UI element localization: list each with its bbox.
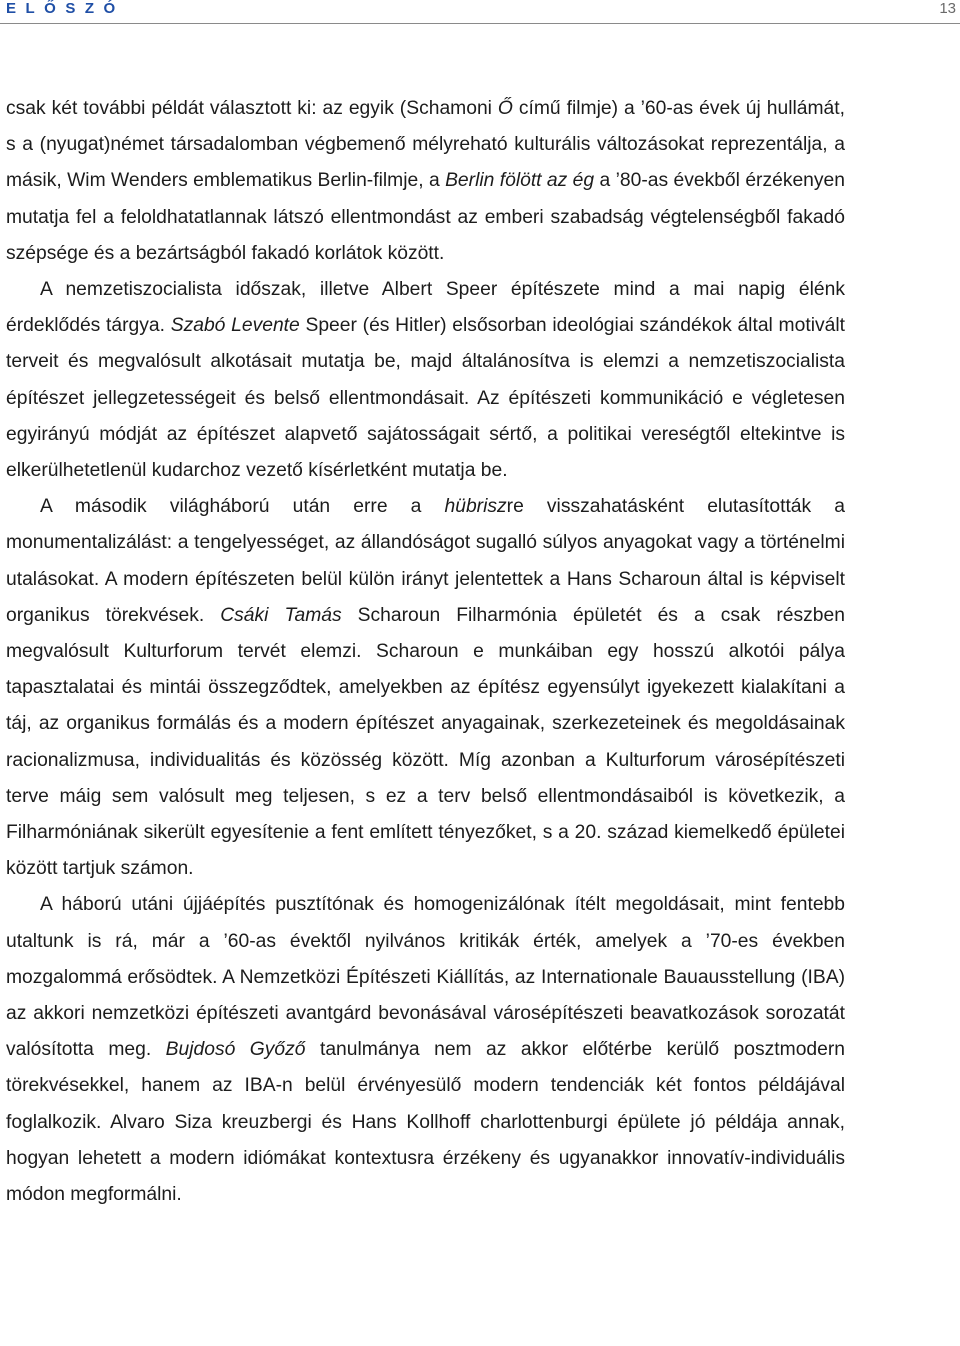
italic-text: Szabó Levente bbox=[170, 315, 300, 337]
paragraph bbox=[6, 489, 845, 887]
header-divider bbox=[0, 23, 960, 24]
page-number: 13 bbox=[939, 0, 956, 17]
text-run: re visszahatásként elutasították a monumentalizálást: a tengelyességet, az állandóságot sugalló súlyos anyagokat vagy a történelmi utalásokat. A modern építészeten belül külön irányt jelentettek a Hans Scharoun által is képviselt organikus törekvések. bbox=[6, 496, 846, 626]
italic-text: Ő bbox=[497, 98, 513, 119]
text-run: Scharoun Filharmónia épületét és a csak részben megvalósult Kulturforum tervét elemzi. Scharoun e munkáiban egy hosszú alkotói pálya tapasztalatai és mintái összegződtek, amelyekben az építész egyensúlyt igyekezett kialakítani a táj, az organikus formálás és a modern építészet anyagainak, szerkezeteinek és megoldásainak racionalizmusa, individualitás és közösség között. Míg azonban a Kulturforum városépítészeti terve máig sem valósult meg teljesen, s ez a terv belső ellentmondásaiból is következik, a Filharmóniának sikerült egyesítenie a fent említett tényezőket, s a 20. század kiemelkedő épületei között tartjuk számon. bbox=[6, 604, 845, 880]
text-run: a ’80-as évekből érzékenyen mutatja fel a feloldhatatlannak látszó ellentmondást az emberi szabadság végtelenségből fakadó szépsége és a bezártságból fakadó korlátok között. bbox=[6, 170, 845, 264]
text-run: A nemzetiszocialista időszak, illetve Albert Speer építészete mind a mai napig élénk érdeklődés tárgya. bbox=[6, 279, 845, 337]
paragraph bbox=[6, 887, 845, 1213]
paragraph bbox=[6, 91, 845, 272]
section-title: ELŐSZÓ bbox=[6, 0, 125, 17]
italic-text: hübrisz bbox=[444, 496, 507, 518]
text-run: tanulmánya nem az akkor előtérbe kerülő posztmodern törekvésekkel, hanem az IBA-n belül érvényesülő modern tendenciák két fontos példájával foglalkozik. Alvaro Siza kreuzbergi és Hans Kollhoff charlottenburgi épülete jó példája annak, hogyan lehetett a modern idiómákat kontextusra érzékeny és ugyanakkor innovatív-individuális módon megformálni. bbox=[6, 1039, 846, 1206]
text-run: Speer (és Hitler) elsősorban ideológiai szándékok által motivált terveit és megvalósult alkotásait mutatja be, majd általánosítva is elemzi a nemzetiszocialista építészet jellegzetességeit és belső ellentmondásait. Az építészeti kommunikáció e végletesen egyirányú módját az építészet alapvető sajátosságait sértő, a politikai vereségtől eltekintve is elkerülhetetlenül kudarchoz vezető kísérletként mutatja be. bbox=[6, 315, 845, 482]
text-run: című filmje) a ’60-as évek új hullámát, s a (nyugat)német társadalomban végbemenő mélyreható kulturális változásokat reprezentálja, a másik, Wim Wenders emblematikus Berlin-filmje, a bbox=[6, 98, 845, 192]
text-run: A háború utáni újjáépítés pusztítónak és homogenizálónak ítélt megoldásait, mint fentebb utaltunk is rá, már a ’60-as évektől nyilvános kritikák érték, amelyek a ’70-es években mozgalommá erősödtek. A Nemzetközi Építészeti Kiállítás, az Internationale Bauausstellung (IBA) az akkori nemzetközi építészeti avantgárd bevonásával városépítészeti beavatkozások sorozatát valósította meg. bbox=[6, 894, 845, 1061]
paragraph bbox=[6, 272, 845, 489]
text-run: csak két további példát választott ki: az egyik (Schamoni bbox=[6, 98, 498, 119]
italic-text: Csáki Tamás bbox=[220, 604, 342, 626]
italic-text: Bujdosó Győző bbox=[165, 1039, 306, 1061]
text-run: A második világháború után erre a bbox=[40, 496, 445, 518]
body-text bbox=[6, 91, 845, 1213]
page-header bbox=[0, 0, 960, 26]
italic-text: Berlin fölött az ég bbox=[445, 170, 595, 192]
